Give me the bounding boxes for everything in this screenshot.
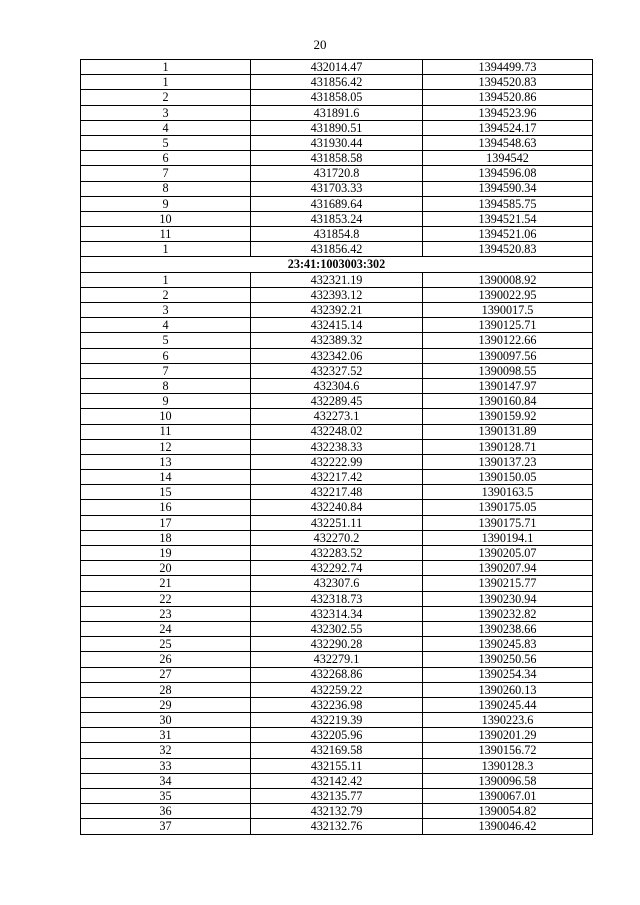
table-row bbox=[81, 758, 593, 773]
y-coordinate-cell: 1390175.05 bbox=[423, 500, 593, 515]
table-row bbox=[81, 242, 593, 257]
y-coordinate-cell: 1390260.13 bbox=[423, 682, 593, 697]
x-coordinate-cell: 432259.22 bbox=[251, 682, 423, 697]
y-coordinate-cell: 1390054.82 bbox=[423, 804, 593, 819]
table-row bbox=[81, 576, 593, 591]
point-number-cell: 9 bbox=[81, 196, 251, 211]
point-number-cell: 17 bbox=[81, 515, 251, 530]
x-coordinate-cell: 432342.06 bbox=[251, 348, 423, 363]
table-row bbox=[81, 682, 593, 697]
coordinates-table-body bbox=[81, 60, 593, 835]
y-coordinate-cell: 1394542 bbox=[423, 151, 593, 166]
point-number-cell: 4 bbox=[81, 318, 251, 333]
point-number-cell: 3 bbox=[81, 105, 251, 120]
table-row bbox=[81, 743, 593, 758]
y-coordinate-cell: 1390159.92 bbox=[423, 409, 593, 424]
point-number-cell: 1 bbox=[81, 60, 251, 75]
y-coordinate-cell: 1390194.1 bbox=[423, 530, 593, 545]
point-number-cell: 37 bbox=[81, 819, 251, 834]
y-coordinate-cell: 1390215.77 bbox=[423, 576, 593, 591]
table-row bbox=[81, 60, 593, 75]
table-row bbox=[81, 561, 593, 576]
y-coordinate-cell: 1390131.89 bbox=[423, 424, 593, 439]
y-coordinate-cell: 1390207.94 bbox=[423, 561, 593, 576]
point-number-cell: 8 bbox=[81, 181, 251, 196]
point-number-cell: 19 bbox=[81, 546, 251, 561]
y-coordinate-cell: 1394520.83 bbox=[423, 242, 593, 257]
table-row bbox=[81, 181, 593, 196]
x-coordinate-cell: 432219.39 bbox=[251, 713, 423, 728]
y-coordinate-cell: 1390245.44 bbox=[423, 697, 593, 712]
point-number-cell: 15 bbox=[81, 485, 251, 500]
x-coordinate-cell: 432268.86 bbox=[251, 667, 423, 682]
y-coordinate-cell: 1394521.06 bbox=[423, 227, 593, 242]
point-number-cell: 10 bbox=[81, 409, 251, 424]
x-coordinate-cell: 432304.6 bbox=[251, 378, 423, 393]
point-number-cell: 12 bbox=[81, 439, 251, 454]
x-coordinate-cell: 432142.42 bbox=[251, 773, 423, 788]
x-coordinate-cell: 431856.42 bbox=[251, 75, 423, 90]
x-coordinate-cell: 432014.47 bbox=[251, 60, 423, 75]
table-row bbox=[81, 166, 593, 181]
table-row bbox=[81, 303, 593, 318]
point-number-cell: 7 bbox=[81, 363, 251, 378]
x-coordinate-cell: 432292.74 bbox=[251, 561, 423, 576]
table-row bbox=[81, 546, 593, 561]
table-row bbox=[81, 621, 593, 636]
table-row bbox=[81, 105, 593, 120]
point-number-cell: 7 bbox=[81, 166, 251, 181]
point-number-cell: 13 bbox=[81, 454, 251, 469]
x-coordinate-cell: 432155.11 bbox=[251, 758, 423, 773]
point-number-cell: 27 bbox=[81, 667, 251, 682]
y-coordinate-cell: 1394585.75 bbox=[423, 196, 593, 211]
point-number-cell: 25 bbox=[81, 637, 251, 652]
x-coordinate-cell: 432307.6 bbox=[251, 576, 423, 591]
table-row bbox=[81, 728, 593, 743]
x-coordinate-cell: 432283.52 bbox=[251, 546, 423, 561]
x-coordinate-cell: 432205.96 bbox=[251, 728, 423, 743]
y-coordinate-cell: 1390128.3 bbox=[423, 758, 593, 773]
x-coordinate-cell: 432290.28 bbox=[251, 637, 423, 652]
x-coordinate-cell: 432251.11 bbox=[251, 515, 423, 530]
y-coordinate-cell: 1390008.92 bbox=[423, 272, 593, 287]
y-coordinate-cell: 1390096.58 bbox=[423, 773, 593, 788]
x-coordinate-cell: 431858.05 bbox=[251, 90, 423, 105]
x-coordinate-cell: 432393.12 bbox=[251, 287, 423, 302]
point-number-cell: 5 bbox=[81, 135, 251, 150]
y-coordinate-cell: 1394520.86 bbox=[423, 90, 593, 105]
point-number-cell: 8 bbox=[81, 378, 251, 393]
section-heading-row bbox=[81, 257, 593, 272]
x-coordinate-cell: 432279.1 bbox=[251, 652, 423, 667]
y-coordinate-cell: 1390163.5 bbox=[423, 485, 593, 500]
y-coordinate-cell: 1390201.29 bbox=[423, 728, 593, 743]
x-coordinate-cell: 432248.02 bbox=[251, 424, 423, 439]
point-number-cell: 6 bbox=[81, 151, 251, 166]
y-coordinate-cell: 1390017.5 bbox=[423, 303, 593, 318]
x-coordinate-cell: 431858.58 bbox=[251, 151, 423, 166]
y-coordinate-cell: 1390232.82 bbox=[423, 606, 593, 621]
point-number-cell: 32 bbox=[81, 743, 251, 758]
table-row bbox=[81, 75, 593, 90]
y-coordinate-cell: 1390022.95 bbox=[423, 287, 593, 302]
x-coordinate-cell: 432321.19 bbox=[251, 272, 423, 287]
point-number-cell: 22 bbox=[81, 591, 251, 606]
point-number-cell: 11 bbox=[81, 424, 251, 439]
cadastral-number-heading: 23:41:1003003:302 bbox=[81, 257, 593, 272]
x-coordinate-cell: 432273.1 bbox=[251, 409, 423, 424]
point-number-cell: 3 bbox=[81, 303, 251, 318]
x-coordinate-cell: 432132.79 bbox=[251, 804, 423, 819]
x-coordinate-cell: 432135.77 bbox=[251, 789, 423, 804]
table-row bbox=[81, 637, 593, 652]
point-number-cell: 26 bbox=[81, 652, 251, 667]
point-number-cell: 35 bbox=[81, 789, 251, 804]
table-row bbox=[81, 211, 593, 226]
table-row bbox=[81, 667, 593, 682]
table-row bbox=[81, 287, 593, 302]
x-coordinate-cell: 431720.8 bbox=[251, 166, 423, 181]
x-coordinate-cell: 432217.42 bbox=[251, 470, 423, 485]
point-number-cell: 6 bbox=[81, 348, 251, 363]
point-number-cell: 20 bbox=[81, 561, 251, 576]
y-coordinate-cell: 1390128.71 bbox=[423, 439, 593, 454]
y-coordinate-cell: 1390250.56 bbox=[423, 652, 593, 667]
x-coordinate-cell: 432389.32 bbox=[251, 333, 423, 348]
x-coordinate-cell: 431891.6 bbox=[251, 105, 423, 120]
point-number-cell: 2 bbox=[81, 90, 251, 105]
table-row bbox=[81, 515, 593, 530]
y-coordinate-cell: 1390245.83 bbox=[423, 637, 593, 652]
table-row bbox=[81, 227, 593, 242]
table-row bbox=[81, 90, 593, 105]
x-coordinate-cell: 432238.33 bbox=[251, 439, 423, 454]
x-coordinate-cell: 432217.48 bbox=[251, 485, 423, 500]
x-coordinate-cell: 432270.2 bbox=[251, 530, 423, 545]
y-coordinate-cell: 1390150.05 bbox=[423, 470, 593, 485]
table-row bbox=[81, 454, 593, 469]
table-row bbox=[81, 713, 593, 728]
point-number-cell: 30 bbox=[81, 713, 251, 728]
table-row bbox=[81, 819, 593, 834]
table-row bbox=[81, 500, 593, 515]
y-coordinate-cell: 1390156.72 bbox=[423, 743, 593, 758]
table-row bbox=[81, 424, 593, 439]
point-number-cell: 5 bbox=[81, 333, 251, 348]
table-row bbox=[81, 333, 593, 348]
table-row bbox=[81, 804, 593, 819]
x-coordinate-cell: 432392.21 bbox=[251, 303, 423, 318]
table-row bbox=[81, 439, 593, 454]
table-row bbox=[81, 409, 593, 424]
point-number-cell: 24 bbox=[81, 621, 251, 636]
y-coordinate-cell: 1390223.6 bbox=[423, 713, 593, 728]
y-coordinate-cell: 1394499.73 bbox=[423, 60, 593, 75]
table-row bbox=[81, 135, 593, 150]
x-coordinate-cell: 431703.33 bbox=[251, 181, 423, 196]
point-number-cell: 36 bbox=[81, 804, 251, 819]
x-coordinate-cell: 432289.45 bbox=[251, 394, 423, 409]
point-number-cell: 33 bbox=[81, 758, 251, 773]
point-number-cell: 1 bbox=[81, 75, 251, 90]
x-coordinate-cell: 432327.52 bbox=[251, 363, 423, 378]
point-number-cell: 21 bbox=[81, 576, 251, 591]
point-number-cell: 10 bbox=[81, 211, 251, 226]
y-coordinate-cell: 1390098.55 bbox=[423, 363, 593, 378]
y-coordinate-cell: 1390254.34 bbox=[423, 667, 593, 682]
point-number-cell: 18 bbox=[81, 530, 251, 545]
x-coordinate-cell: 432318.73 bbox=[251, 591, 423, 606]
coordinates-table bbox=[80, 59, 593, 835]
y-coordinate-cell: 1390137.23 bbox=[423, 454, 593, 469]
table-row bbox=[81, 470, 593, 485]
y-coordinate-cell: 1394590.34 bbox=[423, 181, 593, 196]
x-coordinate-cell: 431854.8 bbox=[251, 227, 423, 242]
table-row bbox=[81, 394, 593, 409]
point-number-cell: 16 bbox=[81, 500, 251, 515]
y-coordinate-cell: 1390147.97 bbox=[423, 378, 593, 393]
table-row bbox=[81, 789, 593, 804]
x-coordinate-cell: 432132.76 bbox=[251, 819, 423, 834]
table-row bbox=[81, 530, 593, 545]
y-coordinate-cell: 1394524.17 bbox=[423, 120, 593, 135]
x-coordinate-cell: 432169.58 bbox=[251, 743, 423, 758]
table-row bbox=[81, 378, 593, 393]
x-coordinate-cell: 431930.44 bbox=[251, 135, 423, 150]
table-row bbox=[81, 151, 593, 166]
y-coordinate-cell: 1394523.96 bbox=[423, 105, 593, 120]
table-row bbox=[81, 120, 593, 135]
point-number-cell: 1 bbox=[81, 272, 251, 287]
y-coordinate-cell: 1390238.66 bbox=[423, 621, 593, 636]
y-coordinate-cell: 1390230.94 bbox=[423, 591, 593, 606]
y-coordinate-cell: 1394596.08 bbox=[423, 166, 593, 181]
point-number-cell: 11 bbox=[81, 227, 251, 242]
table-row bbox=[81, 773, 593, 788]
y-coordinate-cell: 1394520.83 bbox=[423, 75, 593, 90]
x-coordinate-cell: 432222.99 bbox=[251, 454, 423, 469]
table-row bbox=[81, 697, 593, 712]
y-coordinate-cell: 1390067.01 bbox=[423, 789, 593, 804]
y-coordinate-cell: 1390160.84 bbox=[423, 394, 593, 409]
y-coordinate-cell: 1390046.42 bbox=[423, 819, 593, 834]
point-number-cell: 2 bbox=[81, 287, 251, 302]
x-coordinate-cell: 432240.84 bbox=[251, 500, 423, 515]
y-coordinate-cell: 1390175.71 bbox=[423, 515, 593, 530]
y-coordinate-cell: 1390125.71 bbox=[423, 318, 593, 333]
point-number-cell: 4 bbox=[81, 120, 251, 135]
x-coordinate-cell: 432302.55 bbox=[251, 621, 423, 636]
page-number: 20 bbox=[313, 37, 327, 52]
table-row bbox=[81, 652, 593, 667]
table-row bbox=[81, 363, 593, 378]
table-row bbox=[81, 272, 593, 287]
point-number-cell: 1 bbox=[81, 242, 251, 257]
point-number-cell: 9 bbox=[81, 394, 251, 409]
y-coordinate-cell: 1390205.07 bbox=[423, 546, 593, 561]
x-coordinate-cell: 432236.98 bbox=[251, 697, 423, 712]
y-coordinate-cell: 1394548.63 bbox=[423, 135, 593, 150]
point-number-cell: 31 bbox=[81, 728, 251, 743]
table-row bbox=[81, 348, 593, 363]
y-coordinate-cell: 1390122.66 bbox=[423, 333, 593, 348]
point-number-cell: 34 bbox=[81, 773, 251, 788]
point-number-cell: 29 bbox=[81, 697, 251, 712]
x-coordinate-cell: 432314.34 bbox=[251, 606, 423, 621]
table-row bbox=[81, 485, 593, 500]
y-coordinate-cell: 1394521.54 bbox=[423, 211, 593, 226]
point-number-cell: 23 bbox=[81, 606, 251, 621]
table-row bbox=[81, 318, 593, 333]
x-coordinate-cell: 431689.64 bbox=[251, 196, 423, 211]
table-row bbox=[81, 196, 593, 211]
point-number-cell: 14 bbox=[81, 470, 251, 485]
table-row bbox=[81, 606, 593, 621]
point-number-cell: 28 bbox=[81, 682, 251, 697]
x-coordinate-cell: 431856.42 bbox=[251, 242, 423, 257]
y-coordinate-cell: 1390097.56 bbox=[423, 348, 593, 363]
x-coordinate-cell: 431890.51 bbox=[251, 120, 423, 135]
table-row bbox=[81, 591, 593, 606]
x-coordinate-cell: 431853.24 bbox=[251, 211, 423, 226]
x-coordinate-cell: 432415.14 bbox=[251, 318, 423, 333]
